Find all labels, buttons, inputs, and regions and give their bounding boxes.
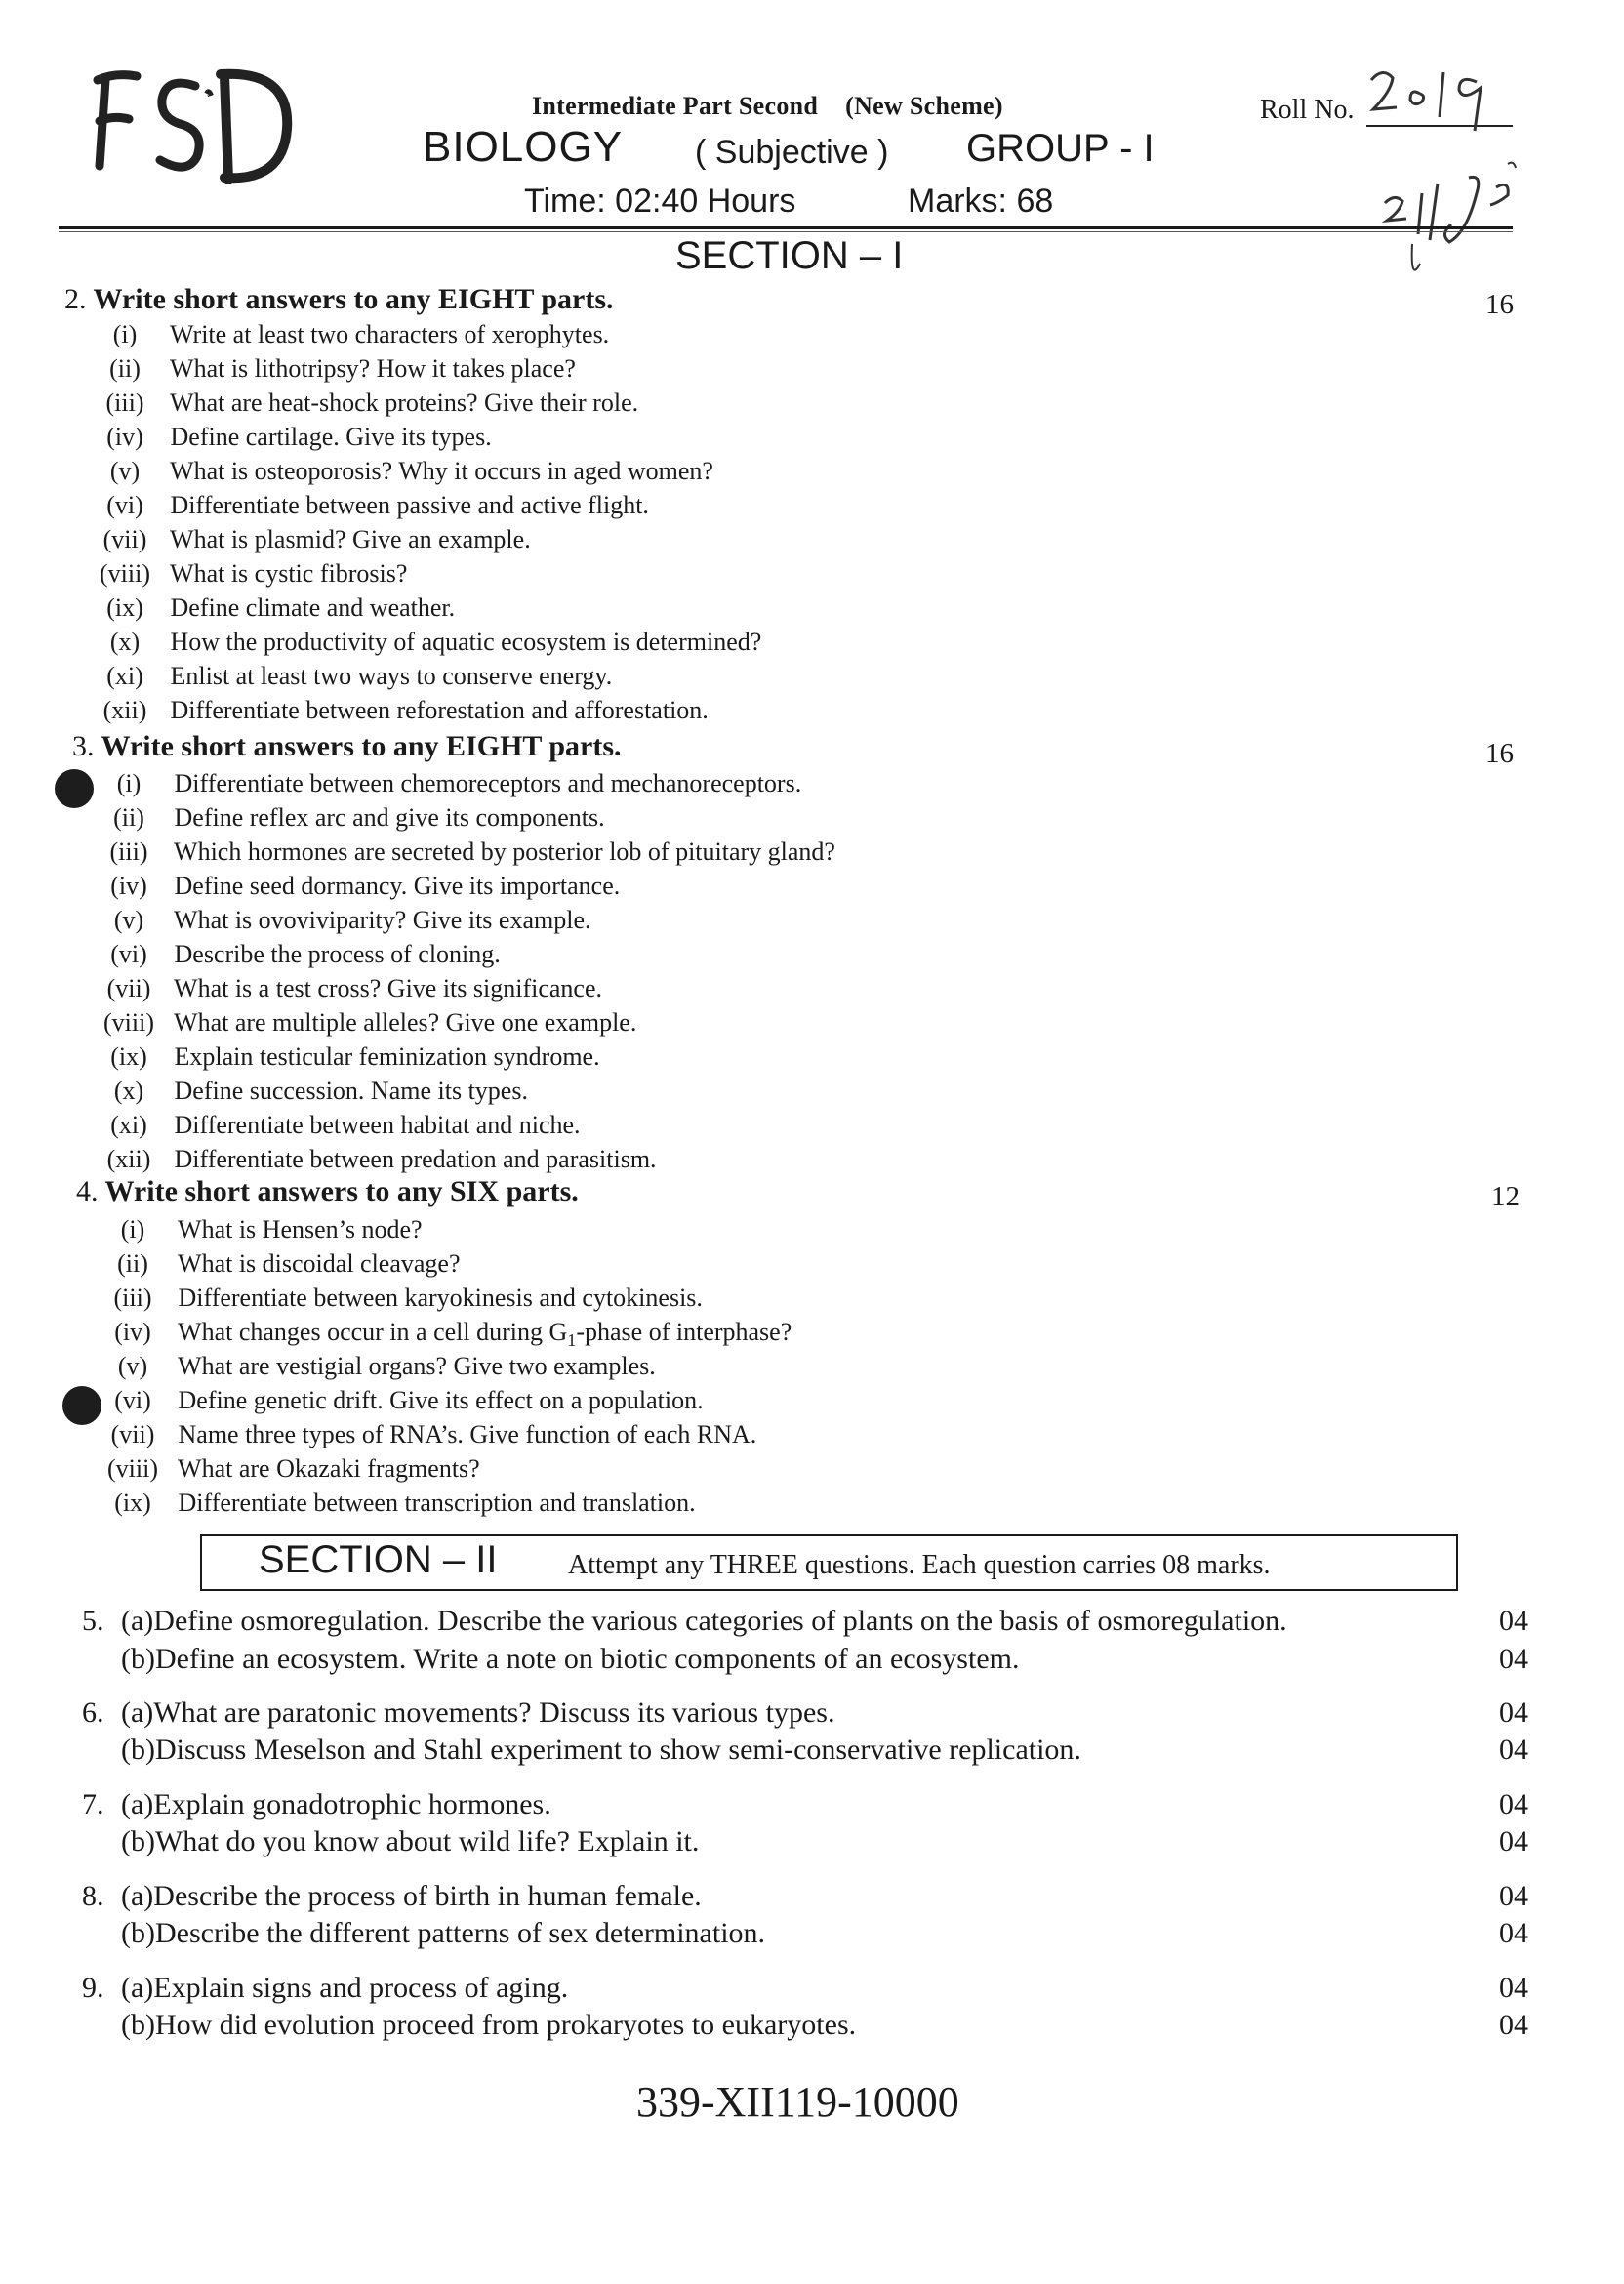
q3-part-x: (x) Define succession. Name its types. [113,1077,528,1105]
q7-a-marks: 04 [1499,1788,1528,1820]
q3-part-xii: (xii) Differentiate between predation and parasitism. [106,1145,657,1173]
q2-part-viii: (viii) What is cystic fibrosis? [100,559,408,588]
q6-part-a: (a)What are paratonic movements? Discuss its various types. [121,1696,835,1729]
q9-b-marks: 04 [1499,2009,1528,2041]
time-label: Time: 02:40 Hours [524,183,796,220]
q9-part-a: (a)Explain signs and process of aging. [121,1972,569,2004]
q6-number: 6. [82,1696,104,1729]
q4-part-iii: (iii) Differentiate between karyokinesis and cytokinesis. [113,1284,703,1312]
section-2-title: SECTION – II [259,1538,498,1581]
program-title: Intermediate Part Second (New Scheme) [532,92,1003,120]
q4-part-v: (v) What are vestigial organs? Give two examples. [117,1352,656,1380]
q3-part-i: (i) Differentiate between chemoreceptors and mechanoreceptors. [116,769,802,797]
q5-a-marks: 04 [1499,1605,1528,1637]
q2-part-xii: (xii) Differentiate between reforestation and afforestation. [102,696,709,724]
q2-part-iii: (iii) What are heat-shock proteins? Give their role. [105,388,639,417]
q8-a-marks: 04 [1499,1880,1528,1912]
q3-part-v: (v) What is ovoviviparity? Give its example. [113,906,591,934]
q6-a-marks: 04 [1499,1696,1528,1729]
q2-part-iv: (iv) Define cartilage. Give its types. [106,423,492,451]
section-2-instruction: Attempt any THREE questions. Each question carries 08 marks. [568,1550,1271,1580]
q5-part-b: (b)Define an ecosystem. Write a note on biotic components of an ecosystem. [121,1643,1020,1675]
q7-b-marks: 04 [1499,1825,1528,1857]
q7-number: 7. [82,1788,104,1820]
q2-part-vi: (vi) Differentiate between passive and active flight. [106,491,649,519]
q7-part-a: (a)Explain gonadotrophic hormones. [121,1788,551,1820]
q9-a-marks: 04 [1499,1972,1528,2004]
q4-part-i: (i) What is Hensen’s node? [120,1215,423,1244]
q6-b-marks: 04 [1499,1733,1528,1766]
q5-number: 5. [82,1605,104,1637]
q4-part-ix: (ix) Differentiate between transcription and translation. [114,1489,696,1517]
q2-part-v: (v) What is osteoporosis? Why it occurs in aged women? [109,457,713,485]
q2-part-x: (x) How the productivity of aquatic ecosystem is determined? [109,628,762,656]
q4-part-vi: (vi) Define genetic drift. Give its effect on a population. [114,1386,704,1414]
q5-b-marks: 04 [1499,1643,1528,1675]
marks-label: Marks: 68 [908,183,1054,220]
subject-title: BIOLOGY [423,123,624,171]
question-4-marks: 12 [1491,1181,1520,1212]
handwritten-roll-and-note [1361,59,1557,283]
question-3-heading: 3. Write short answers to any EIGHT parts. [72,730,622,762]
q2-part-i: (i) Write at least two characters of xerophytes. [112,320,610,348]
q3-part-ix: (ix) Explain testicular feminization syndrome. [110,1042,600,1071]
question-2-heading: 2. Write short answers to any EIGHT parts. [64,283,614,315]
q8-part-a: (a)Describe the process of birth in human female. [121,1880,702,1912]
q4-part-viii: (viii) What are Okazaki fragments? [107,1454,480,1483]
q5-part-a: (a)Define osmoregulation. Describe the various categories of plants on the basis of osmoregulation. [121,1605,1287,1637]
q6-part-b: (b)Discuss Meselson and Stahl experiment to show semi-conservative replication. [121,1733,1081,1766]
fsd-logo [86,51,301,197]
header-rule-thin [59,231,1513,232]
q3-part-iii: (iii) Which hormones are secreted by posterior lob of pituitary gland? [109,837,835,866]
q2-part-xi: (xi) Enlist at least two ways to conserve energy. [106,662,613,690]
q4-part-ii: (ii) What is discoidal cleavage? [117,1249,461,1278]
ink-blot-mark [55,769,94,808]
q7-part-b: (b)What do you know about wild life? Explain it. [121,1825,700,1857]
question-2-marks: 16 [1485,289,1514,320]
q2-part-ii: (ii) What is lithotripsy? How it takes place? [109,354,576,383]
q9-number: 9. [82,1972,104,2004]
q4-part-vii: (vii) Name three types of RNA’s. Give function of each RNA. [110,1420,757,1448]
q8-b-marks: 04 [1499,1917,1528,1949]
group-label: GROUP - I [966,127,1155,170]
paper-type: ( Subjective ) [695,134,889,171]
roll-number-label: Roll No. [1260,95,1355,125]
q3-part-viii: (viii) What are multiple alleles? Give one example. [103,1008,637,1037]
question-3-marks: 16 [1485,738,1514,769]
q8-number: 8. [82,1880,104,1912]
q3-part-xi: (xi) Differentiate between habitat and niche. [110,1111,581,1139]
q3-part-iv: (iv) Define seed dormancy. Give its importance. [110,872,621,900]
header-rule [59,226,1513,229]
q3-part-vi: (vi) Describe the process of cloning. [110,940,501,968]
paper-code: 339-XII119-10000 [636,2078,959,2126]
question-4-heading: 4. Write short answers to any SIX parts. [76,1175,579,1207]
section-1-title: SECTION – I [675,234,904,277]
q3-part-vii: (vii) What is a test cross? Give its significance. [106,974,603,1002]
q4-part-iv: (iv) What changes occur in a cell during $G_1$-phase of interphase? [114,1318,792,1351]
q2-part-ix: (ix) Define climate and weather. [106,593,456,622]
q2-part-vii: (vii) What is plasmid? Give an example. [102,525,531,553]
q3-part-ii: (ii) Define reflex arc and give its components. [113,803,605,832]
q9-part-b: (b)How did evolution proceed from prokaryotes to eukaryotes. [121,2009,857,2041]
q8-part-b: (b)Describe the different patterns of sex determination. [121,1917,766,1949]
